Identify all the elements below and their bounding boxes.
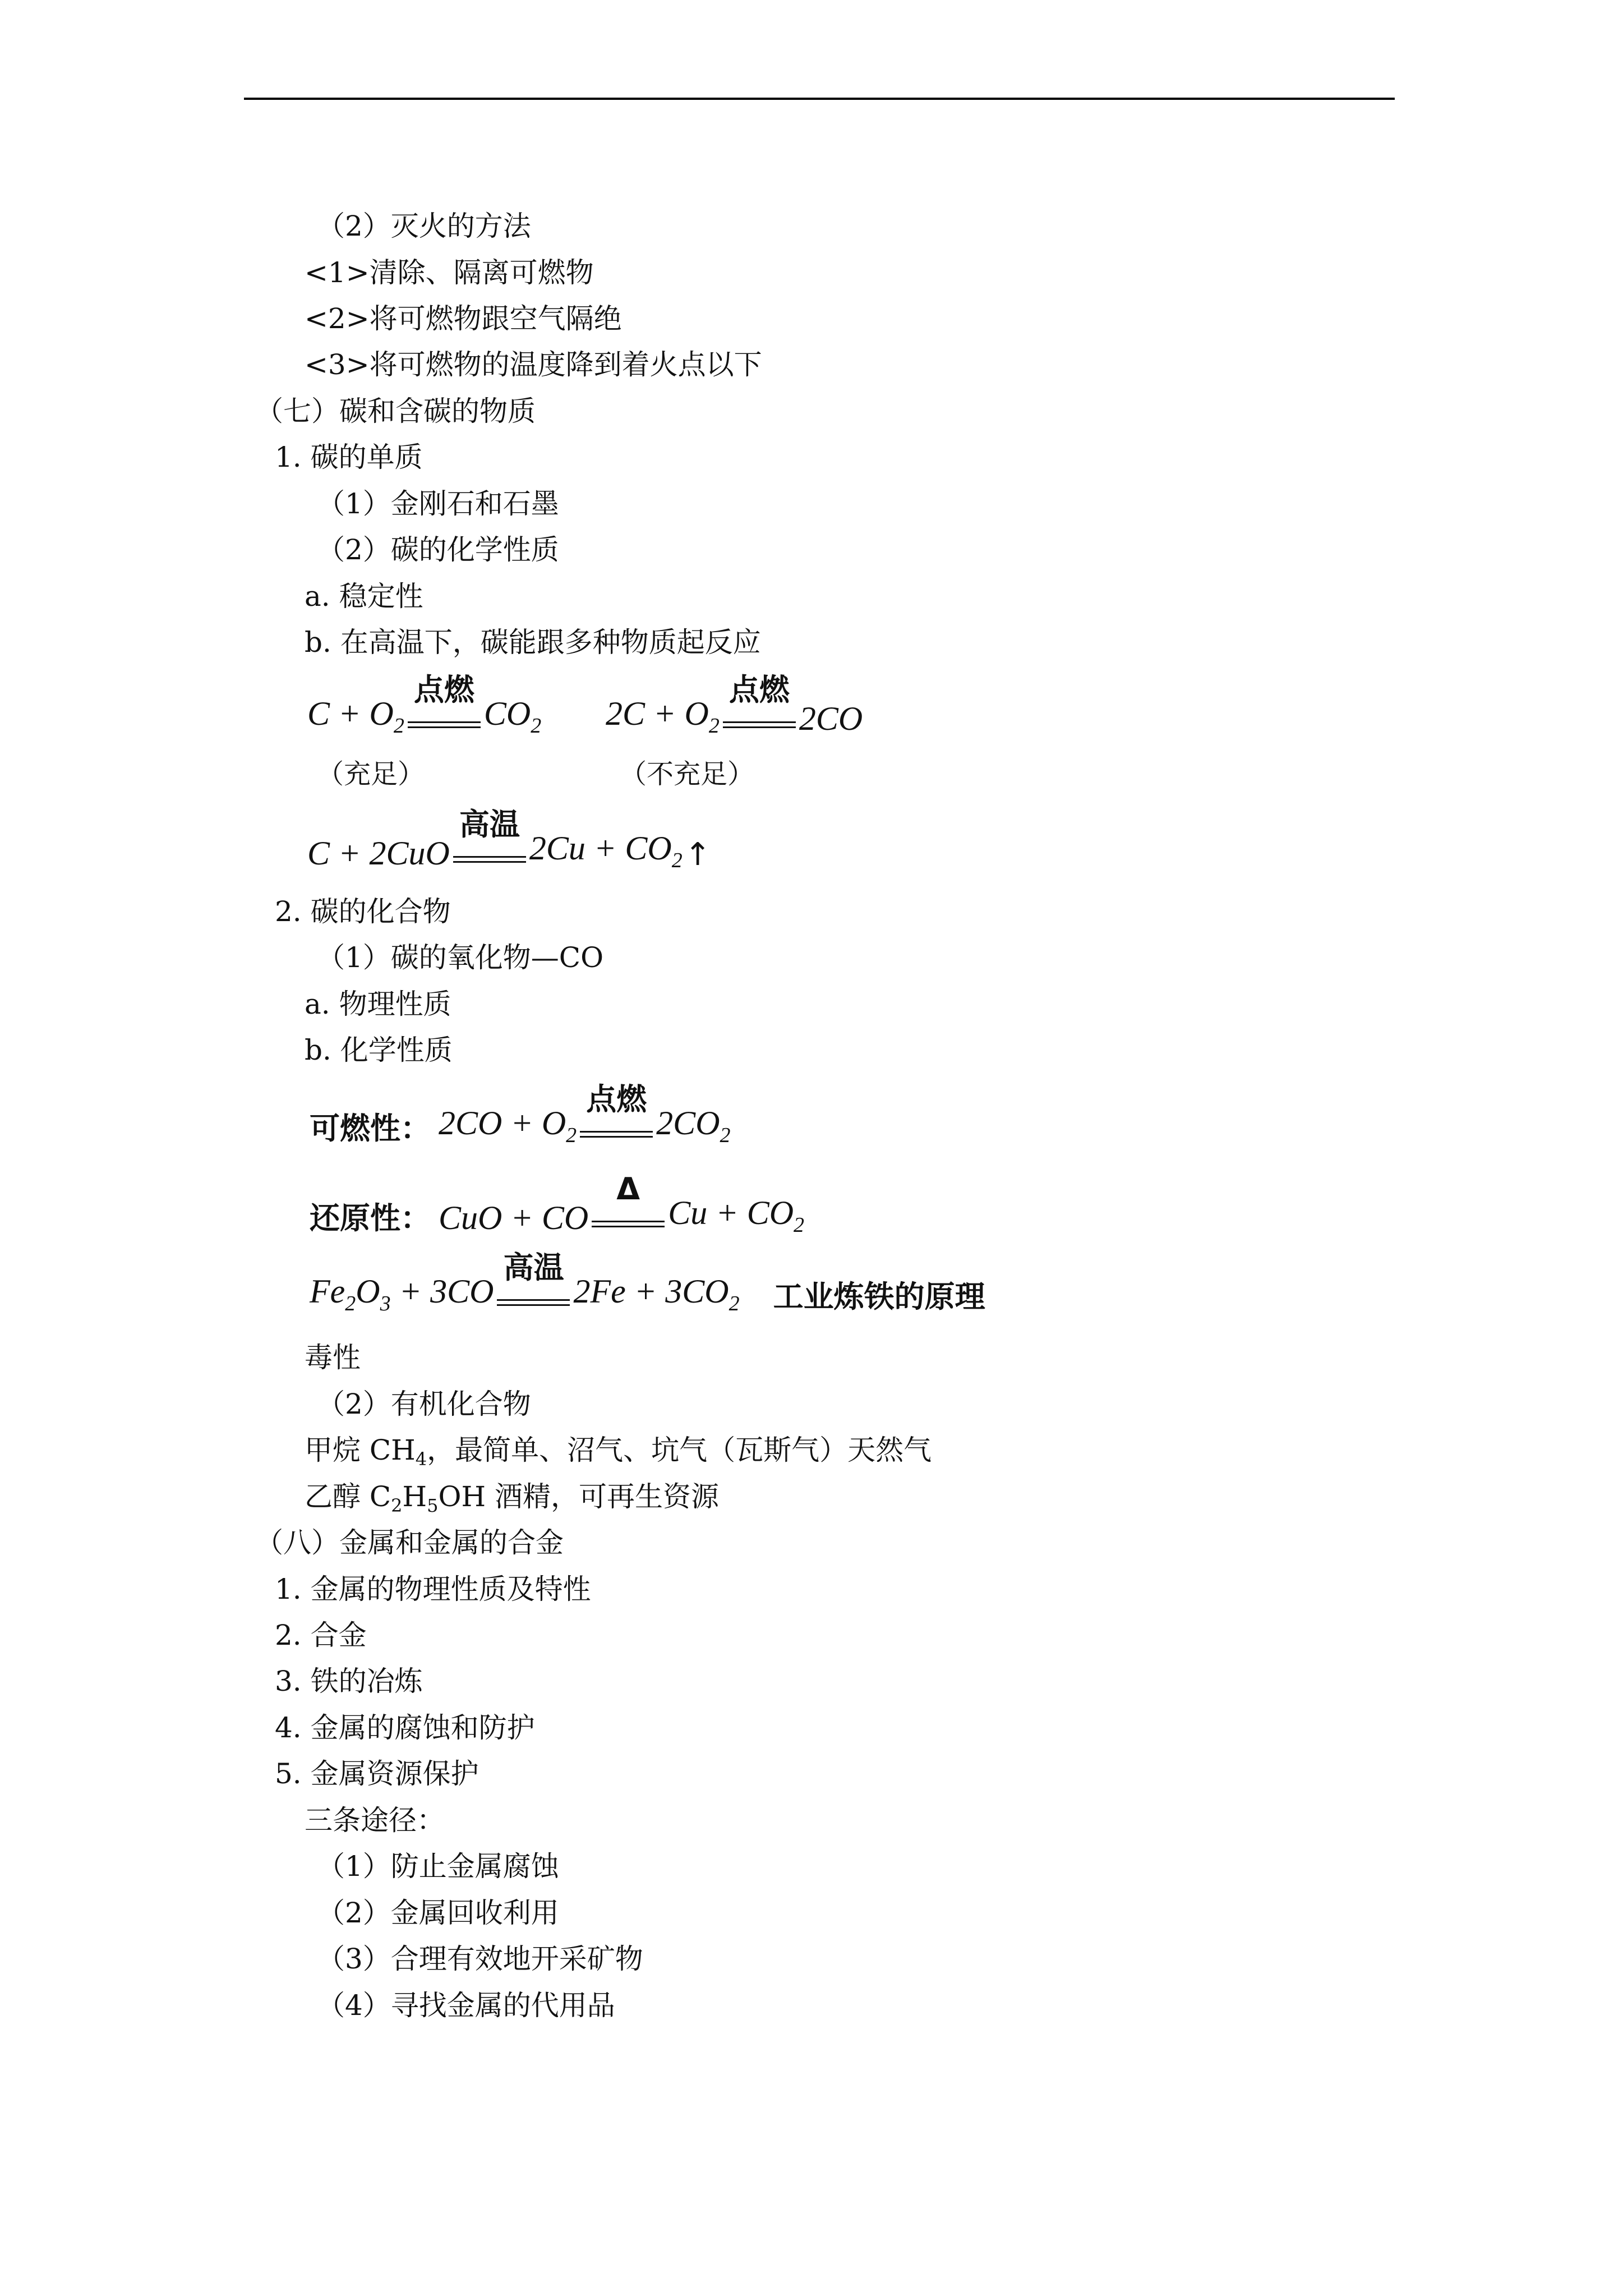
text-line: 1. 金属的物理性质及特性 — [275, 1573, 591, 1605]
equation-lhs: $2C + O_2$ — [606, 695, 720, 738]
text-line: 乙醇 $C_2H_5OH$ 酒精，可再生资源 — [305, 1480, 719, 1516]
text-line: 2. 合金 — [275, 1619, 367, 1651]
equation-lhs: $Fe_2O_3 + 3CO$ — [310, 1273, 494, 1315]
condition-note: （充足） — [317, 758, 425, 790]
text-line: 毒性 — [305, 1341, 361, 1374]
equation-rhs: $2Cu + CO_2$ — [529, 830, 683, 872]
equation-rhs: $CO_2$ — [483, 695, 542, 738]
reaction-condition: 点燃 — [408, 705, 481, 738]
text-line: 三条途径： — [305, 1804, 445, 1837]
text-line: 1. 碳的单质 — [275, 441, 423, 473]
equation-lhs: $C + O_2$ — [307, 695, 404, 738]
gas-arrow-icon: ↑ — [684, 836, 711, 873]
text-line: <2>将可燃物跟空气隔绝 — [305, 302, 622, 335]
reaction-condition: 点燃 — [723, 705, 796, 738]
text-line: 3. 铁的冶炼 — [275, 1665, 423, 1697]
text-line: （1）金刚石和石墨 — [317, 487, 559, 520]
equation-rhs: $2CO_2$ — [656, 1105, 731, 1147]
equation-rhs: 2CO — [799, 700, 863, 737]
equation-note: 工业炼铁的原理 — [773, 1279, 985, 1314]
equation-carbon-reduce-cuo — [307, 802, 734, 881]
text-line: 2. 碳的化合物 — [275, 895, 451, 928]
text-line: （2）碳的化学性质 — [317, 533, 559, 566]
reaction-condition: Δ — [592, 1204, 665, 1237]
equation-iron-smelting — [310, 1245, 1039, 1324]
equation-lhs: $2CO + O_2$ — [439, 1105, 577, 1147]
equation-rhs: $2Fe + 3CO_2$ — [573, 1273, 740, 1315]
condition-note: （不充足） — [620, 758, 755, 790]
section-heading: （八）金属和金属的合金 — [255, 1526, 564, 1559]
equation-carbon-incomplete-combustion — [606, 668, 920, 746]
reaction-condition: 高温 — [497, 1282, 570, 1316]
equation-rhs: $Cu + CO_2$ — [668, 1194, 805, 1237]
text-line: （1）碳的氧化物—CO — [317, 941, 604, 974]
text-line: a. 稳定性 — [305, 580, 423, 613]
reaction-condition: 高温 — [453, 839, 526, 873]
equation-co-reducibility — [310, 1167, 814, 1245]
property-label: 可燃性： — [310, 1111, 431, 1146]
equation-lhs: C + 2CuO — [307, 835, 450, 872]
text-line: （3）合理有效地开采矿物 — [317, 1943, 643, 1975]
text-line: 5. 金属资源保护 — [275, 1757, 479, 1790]
text-line: （2）灭火的方法 — [317, 210, 531, 242]
text-line: （1）防止金属腐蚀 — [317, 1850, 559, 1883]
text-line: 甲烷 $CH_4$，最简单、沼气、坑气（瓦斯气）天然气 — [305, 1434, 932, 1470]
equation-carbon-complete-combustion — [307, 668, 599, 746]
text-line: b. 在高温下，碳能跟多种物质起反应 — [305, 626, 761, 659]
text-line: 4. 金属的腐蚀和防护 — [275, 1711, 535, 1744]
text-line: （2）有机化合物 — [317, 1388, 531, 1420]
reaction-condition: 点燃 — [580, 1114, 653, 1148]
equation-co-combustibility — [310, 1077, 814, 1156]
text-line: （2）金属回收利用 — [317, 1897, 559, 1929]
section-heading: （七）碳和含碳的物质 — [255, 395, 536, 427]
equation-lhs: CuO + CO — [439, 1199, 589, 1236]
header-rule — [244, 98, 1395, 100]
text-line: （4）寻找金属的代用品 — [317, 1989, 615, 2022]
text-line: a. 物理性质 — [305, 988, 451, 1020]
property-label: 还原性： — [310, 1200, 431, 1236]
text-line: b. 化学性质 — [305, 1034, 453, 1066]
text-line: <3>将可燃物的温度降到着火点以下 — [305, 348, 762, 381]
text-line: <1>清除、隔离可燃物 — [305, 256, 594, 289]
